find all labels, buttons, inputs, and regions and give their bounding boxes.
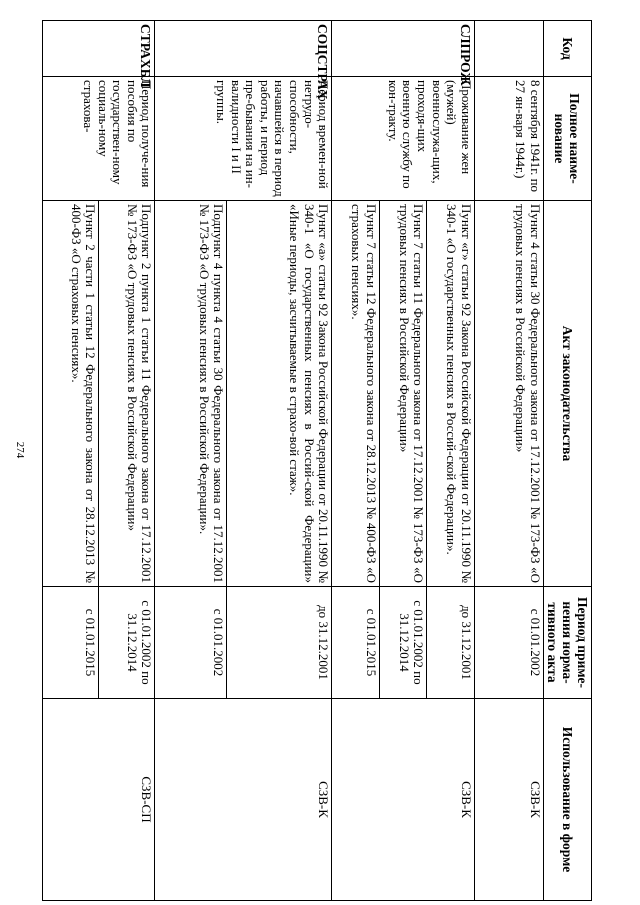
period-cell: с 01.01.2002 xyxy=(155,587,227,699)
table-row xyxy=(474,21,543,901)
act-cell: Подпункт 4 пункта 4 статьи 30 Федерального закона от 17.12.2001 № 173-ФЗ «О трудовых пенсиях в Российской Федерации». xyxy=(155,201,227,587)
period-cell: с 01.01.2002 по 31.12.2014 xyxy=(99,587,155,699)
form-cell: СЗВ-К xyxy=(332,699,475,901)
form-cell: СЗВ-К xyxy=(474,699,543,901)
period-cell: с 01.01.2015 xyxy=(43,587,99,699)
period-cell: с 01.01.2015 xyxy=(332,587,380,699)
act-cell: Пункт 7 статьи 11 Федерального закона от 17.12.2001 № 173-ФЗ «О трудовых пенсиях в Российской Федерации» xyxy=(379,201,427,587)
codes-table xyxy=(42,20,592,901)
act-cell: Пункт «г» статьи 92 Закона Российской Федерации от 20.11.1990 № 340-1 «О государственных пенсиях в Россий-ской Федерации». xyxy=(427,201,475,587)
act-cell: Пункт 2 части 1 статьи 12 Федерального закона от 28.12.2013 № 400-ФЗ «О страховых пенсиях». xyxy=(43,201,99,587)
period-cell: с 01.01.2002 по 31.12.2014 xyxy=(379,587,427,699)
act-cell: Подпункт 2 пункта 1 статьи 11 Федерального закона от 17.12.2001 № 173-ФЗ «О трудовых пенсиях в Российской Федерации» xyxy=(99,201,155,587)
act-cell: Пункт 4 статьи 30 Федерального закона от 17.12.2001 № 173-ФЗ «О трудовых пенсиях в Российской Федерации» xyxy=(474,201,543,587)
period-cell: до 31.12.2001 xyxy=(227,587,332,699)
page-number: 274 xyxy=(14,441,26,459)
full-name-cell: Проживание жен (мужей) военнослужа-щих, проходя-щих военную службу по кон-тракту. xyxy=(332,77,475,201)
header-full-name: Полное наиме-нование xyxy=(543,77,591,201)
header-period: Период приме-нения норма-тивного акта xyxy=(543,587,591,699)
table-header-row xyxy=(543,21,591,901)
code-cell: СЛПРОЖ xyxy=(332,21,475,77)
table-row xyxy=(427,21,475,901)
form-cell: СЗВ-К xyxy=(155,699,332,901)
table-row xyxy=(227,21,332,901)
code-cell: СОЦСТРАХ xyxy=(155,21,332,77)
header-form: Использование в форме xyxy=(543,699,591,901)
period-cell: с 01.01.2002 xyxy=(474,587,543,699)
code-cell: СТРАХБЛ xyxy=(43,21,155,77)
form-cell: СЗВ-СП xyxy=(43,699,155,901)
table-row xyxy=(99,21,155,901)
document-content xyxy=(42,20,592,900)
full-name-cell: Период времен-ной нетрудо-способности, начавшейся в период работы, и период пре-бывания на ин-валидности I и II группы. xyxy=(155,77,332,201)
act-cell: Пункт «а» статьи 92 Закона Российской Федерации от 20.11.1990 № 340-1 «О государственных пенсиях в Россий-ской Федерации» «Иные периоды, засчитываемые в страхо-вой стаж». xyxy=(227,201,332,587)
header-code: Код xyxy=(543,21,591,77)
period-cell: до 31.12.2001 xyxy=(427,587,475,699)
act-cell: Пункт 7 статьи 12 Федерального закона от 28.12.2013 № 400-ФЗ «О страховых пенсиях». xyxy=(332,201,380,587)
page-rotator xyxy=(42,20,592,900)
header-act: Акт законодательства xyxy=(543,201,591,587)
full-name-cell: Период получе-ния пособия по государствен-ному социаль-ному страхова- xyxy=(43,77,155,201)
code-cell xyxy=(474,21,543,77)
full-name-cell: 8 сентября 1941г. по 27 ян-варя 1944г.) xyxy=(474,77,543,201)
